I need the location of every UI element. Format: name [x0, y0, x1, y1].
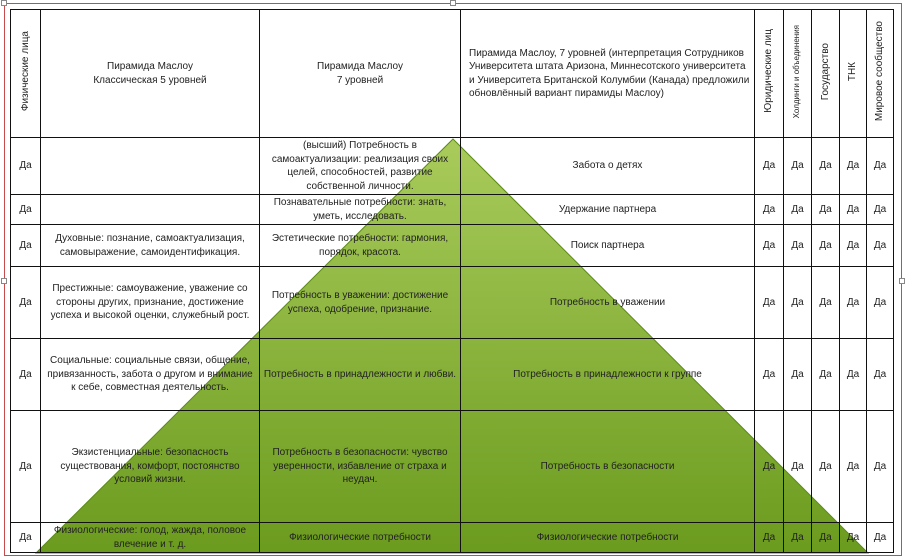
cell-seven: Потребность в уважении: достижение успеха, одобрение, признание. [260, 267, 461, 339]
cell-classic: Физиологические: голод, жажда, половое влечение и т. д. [41, 523, 260, 553]
cell-interpretation: Потребность в безопасности [461, 411, 755, 523]
header-classic: Пирамида Маслоу Классическая 5 уровней [41, 10, 260, 138]
cell-classic [41, 195, 260, 225]
cell-holdings: Да [784, 267, 812, 339]
header-row [11, 10, 894, 138]
table-row [11, 138, 894, 195]
cell-interpretation: Забота о детях [461, 138, 755, 195]
cell-seven: Потребность в принадлежности и любви. [260, 339, 461, 411]
cell-tnk: Да [840, 267, 867, 339]
cell-classic: Экзистенциальные: безопасность существования, комфорт, постоянство условий жизни. [41, 411, 260, 523]
table-row [11, 411, 894, 523]
cell-legal: Да [755, 195, 784, 225]
cell-legal: Да [755, 138, 784, 195]
cell-world: Да [867, 267, 894, 339]
header-seven: Пирамида Маслоу 7 уровней [260, 10, 461, 138]
cell-seven: Познавательные потребности: знать, уметь, исследовать. [260, 195, 461, 225]
cell-interpretation: Потребность в принадлежности к группе [461, 339, 755, 411]
cell-physical: Да [11, 523, 41, 553]
cell-seven: (высший) Потребность в самоактуализации: реализация своих целей, способностей, развитие собственной личности. [260, 138, 461, 195]
cell-world: Да [867, 411, 894, 523]
cell-classic [41, 138, 260, 195]
cell-tnk: Да [840, 195, 867, 225]
cell-legal: Да [755, 411, 784, 523]
cell-holdings: Да [784, 523, 812, 553]
table-row [11, 523, 894, 553]
table-row [11, 267, 894, 339]
header-state: Государство [812, 10, 840, 138]
cell-world: Да [867, 339, 894, 411]
cell-physical: Да [11, 195, 41, 225]
cell-classic: Престижные: самоуважение, уважение со стороны других, признание, достижение успеха и высокой оценки, служебный рост. [41, 267, 260, 339]
cell-world: Да [867, 225, 894, 267]
cell-seven: Потребность в безопасности: чувство уверенности, избавление от страха и неудач. [260, 411, 461, 523]
cell-interpretation: Физиологические потребности [461, 523, 755, 553]
table-row [11, 195, 894, 225]
cell-physical: Да [11, 267, 41, 339]
cell-holdings: Да [784, 138, 812, 195]
cell-physical: Да [11, 138, 41, 195]
cell-legal: Да [755, 267, 784, 339]
cell-seven: Физиологические потребности [260, 523, 461, 553]
cell-physical: Да [11, 339, 41, 411]
cell-tnk: Да [840, 138, 867, 195]
cell-holdings: Да [784, 225, 812, 267]
header-legal: Юридические лиц [755, 10, 784, 138]
cell-tnk: Да [840, 523, 867, 553]
cell-state: Да [812, 411, 840, 523]
cell-tnk: Да [840, 411, 867, 523]
cell-classic: Социальные: социальные связи, общение, привязанность, забота о другом и внимание к себе, совместная деятельность. [41, 339, 260, 411]
cell-holdings: Да [784, 195, 812, 225]
header-holdings: Холдинги и объединения [784, 10, 812, 138]
cell-classic: Духовные: познание, самоактуализация, самовыражение, самоидентификация. [41, 225, 260, 267]
table-row [11, 225, 894, 267]
cell-legal: Да [755, 523, 784, 553]
cell-holdings: Да [784, 339, 812, 411]
cell-world: Да [867, 523, 894, 553]
cell-state: Да [812, 267, 840, 339]
cell-interpretation: Потребность в уважении [461, 267, 755, 339]
header-interpretation: Пирамида Маслоу, 7 уровней (интерпретация Сотрудников Университета штата Аризона, Миннесотского университета и Университета Британской Колумбии (Канада) предложили обновлённый вариант пирамиды Маслоу) [461, 10, 755, 138]
cell-holdings: Да [784, 411, 812, 523]
cell-world: Да [867, 138, 894, 195]
cell-state: Да [812, 523, 840, 553]
cell-interpretation: Поиск партнера [461, 225, 755, 267]
cell-interpretation: Удержание партнера [461, 195, 755, 225]
cell-tnk: Да [840, 339, 867, 411]
cell-legal: Да [755, 225, 784, 267]
cell-legal: Да [755, 339, 784, 411]
table-row [11, 339, 894, 411]
header-tnk: ТНК [840, 10, 867, 138]
maslow-table [10, 9, 894, 553]
cell-tnk: Да [840, 225, 867, 267]
header-physical: Физические лица [11, 10, 41, 138]
cell-state: Да [812, 225, 840, 267]
cell-state: Да [812, 195, 840, 225]
cell-physical: Да [11, 225, 41, 267]
header-world: Мировое сообщество [867, 10, 894, 138]
cell-state: Да [812, 138, 840, 195]
cell-world: Да [867, 195, 894, 225]
cell-state: Да [812, 339, 840, 411]
cell-seven: Эстетические потребности: гармония, порядок, красота. [260, 225, 461, 267]
cell-physical: Да [11, 411, 41, 523]
